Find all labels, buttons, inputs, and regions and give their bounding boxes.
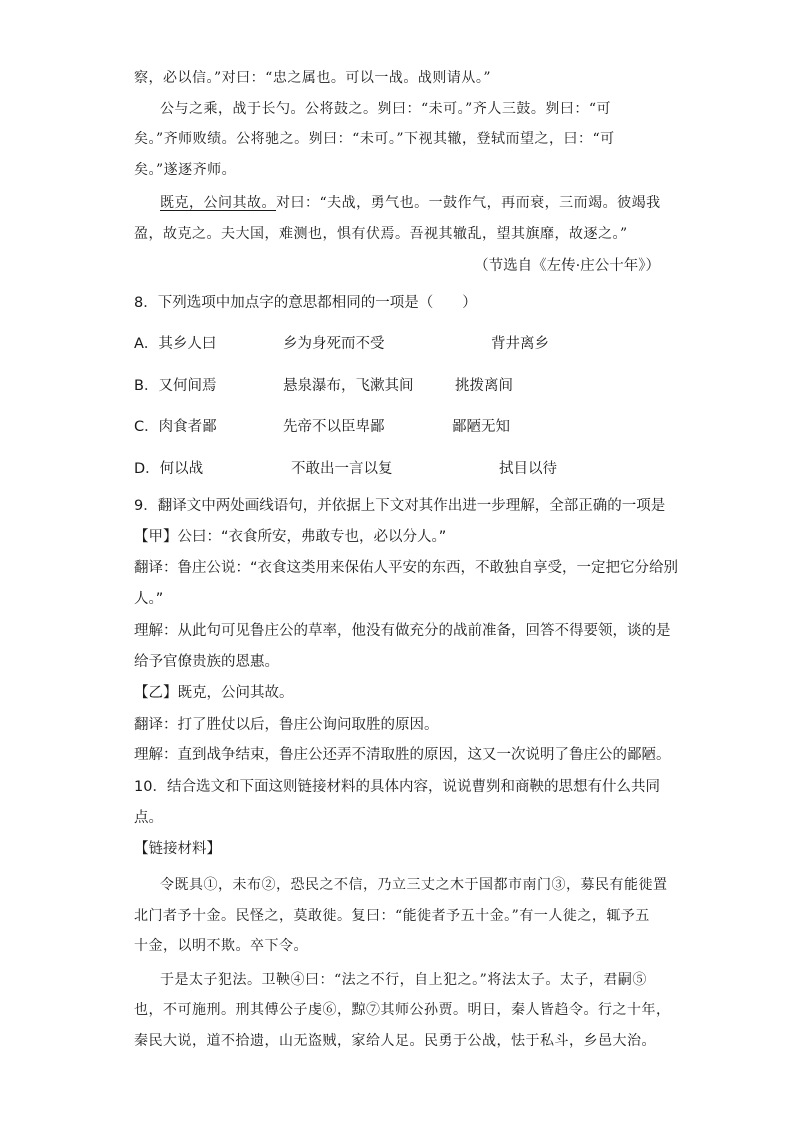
q8-option-c-word3: 鄙陋无知 — [452, 419, 510, 435]
q9-jia-translation-cont: 人。” — [134, 591, 164, 607]
q8-stem: 8．下列选项中加点字的意思都相同的一项是（ ） — [134, 295, 477, 311]
passage-line: 察，必以信。”对曰：“忠之属也。可以一战。战则请从。” — [134, 70, 491, 86]
q8-option-d-word2: 不敢出一言以复 — [291, 461, 393, 477]
passage-line: 盈，故克之。夫大国，难测也，惧有伏焉。吾视其辙乱，望其旗靡，故逐之。” — [134, 226, 628, 242]
material-line: 十金，以明不欺。卒下令。 — [134, 938, 308, 954]
q9-yi-understanding: 理解：直到战争结束，鲁庄公还弄不清取胜的原因，这又一次说明了鲁庄公的鄙陋。 — [134, 747, 671, 763]
q9-stem: 9．翻译文中两处画线语句，并依据上下文对其作出进一步理解，全部正确的一项是 — [134, 498, 666, 514]
q9-yi-translation: 翻译：打了胜仗以后，鲁庄公询问取胜的原因。 — [134, 717, 439, 733]
passage-line — [160, 192, 690, 212]
q10-stem: 10．结合选文和下面这则链接材料的具体内容，说说曹刿和商鞅的思想有什么共同 — [134, 779, 660, 795]
q8-option-d: D．何以战 — [134, 461, 204, 477]
q8-option-c-word2: 先帝不以臣卑鄙 — [283, 419, 385, 435]
q8-option-a-word3: 背井离乡 — [491, 336, 549, 352]
q8-option-b-word2: 悬泉瀑布，飞漱其间 — [283, 378, 414, 394]
q8-option-b: B．又何间焉 — [134, 378, 217, 394]
q10-stem-cont: 点。 — [134, 810, 163, 826]
material-line: 秦民大说，道不拾遗，山无盗贼，家给人足。民勇于公战，怯于私斗，乡邑大治。 — [134, 1033, 656, 1049]
q8-option-c: C．肉食者鄙 — [134, 419, 217, 435]
passage-line: 矣。”齐师败绩。公将驰之。刿曰：“未可。”下视其辙，登轼而望之，曰：“可 — [134, 131, 615, 147]
passage-line: 矣。”遂逐齐师。 — [134, 162, 237, 178]
passage-line: 公与之乘，战于长勺。公将鼓之。刿曰：“未可。”齐人三鼓。刿曰：“可 — [160, 101, 611, 117]
material-line: 于是太子犯法。卫鞅④曰：“法之不行，自上犯之。”将法太子。太子，君嗣⑤ — [160, 972, 647, 988]
q8-option-d-word3: 拭目以待 — [499, 461, 557, 477]
underlined-sentence-yi: 既克，公问其故。 — [160, 195, 276, 211]
q9-jia-translation: 翻译：鲁庄公说：“衣食这类用来保佑人平安的东西，不敢独自享受，一定把它分给别 — [134, 560, 679, 576]
q8-option-b-word3: 挑拨离间 — [455, 378, 513, 394]
q9-yi: 【乙】既克，公问其故。 — [134, 685, 294, 701]
q9-jia-understanding-cont: 给予官僚贵族的恩惠。 — [134, 654, 279, 670]
material-line: 北门者予十金。民怪之，莫敢徙。复曰：“能徙者予五十金。”有一人徙之，辄予五 — [134, 908, 650, 924]
q8-option-a-word2: 乡为身死而不受 — [283, 336, 385, 352]
q9-jia-understanding: 理解：从此句可见鲁庄公的草率，他没有做充分的战前准备，回答不得要领，谈的是 — [134, 623, 671, 639]
q9-jia: 【甲】公曰：“衣食所安，弗敢专也，必以分人。” — [134, 529, 447, 545]
link-material-title: 【链接材料】 — [134, 841, 221, 857]
passage-text: 对曰：“夫战，勇气也。一鼓作气，再而衰，三而竭。彼竭我 — [276, 195, 661, 211]
material-line: 也，不可施刑。刑其傅公子虔⑥，黥⑦其师公孙贾。明日，秦人皆趋令。行之十年， — [134, 1002, 671, 1018]
q8-option-a: A．其乡人曰 — [134, 336, 217, 352]
material-line: 令既具①，未布②，恐民之不信，乃立三丈之木于国都市南门③，募民有能徙置 — [160, 877, 668, 893]
passage-source: （节选自《左传·庄公十年》） — [474, 258, 660, 274]
